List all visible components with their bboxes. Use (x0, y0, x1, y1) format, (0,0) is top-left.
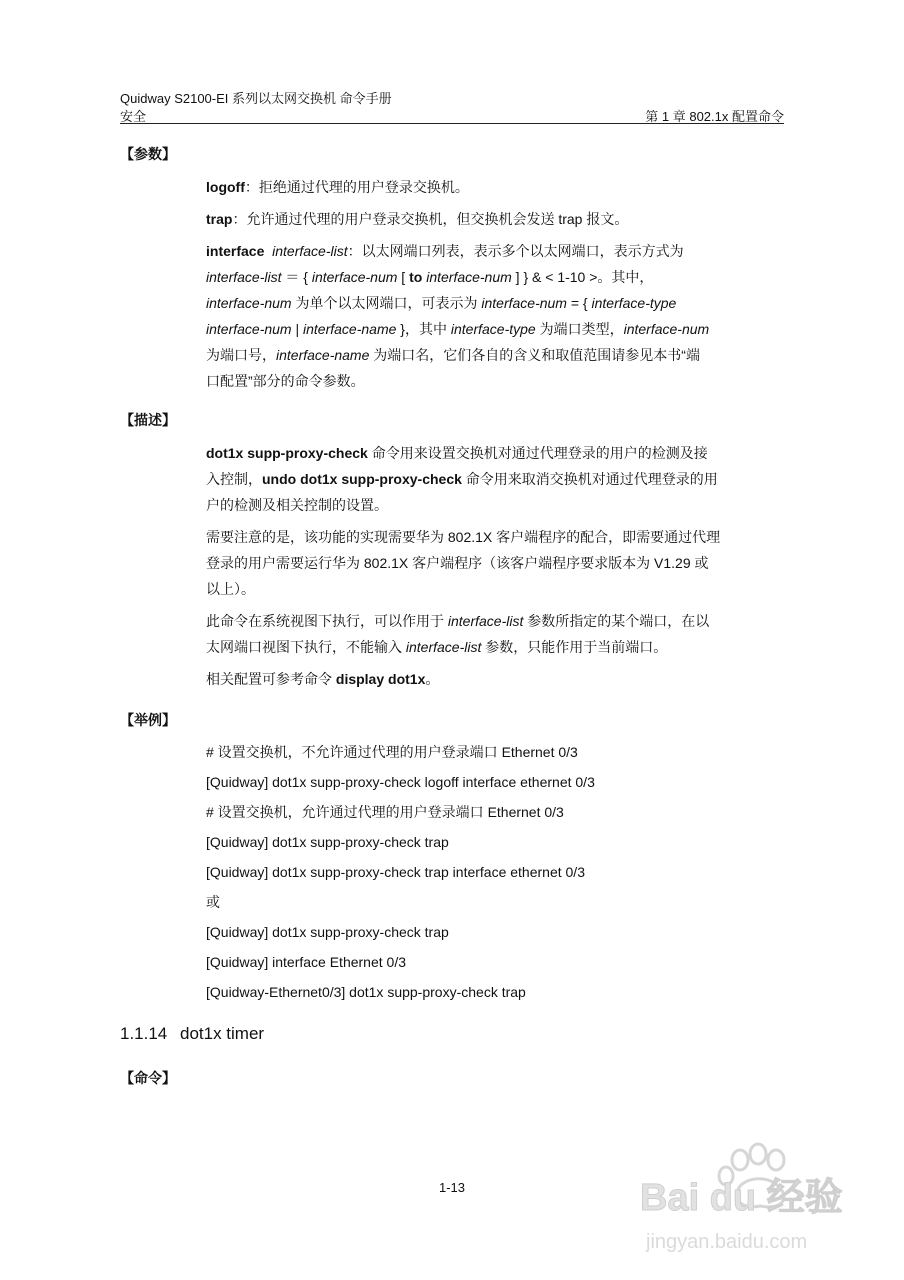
desc-p2-l1: 需要注意的是，该功能的实现需要华为 802.1X 客户端程序的配合，即需要通过代理 (206, 529, 721, 545)
section-command-heading: 【命令】 (120, 1070, 176, 1086)
example-line: [Quidway] interface Ethernet 0/3 (206, 954, 406, 970)
header-chapter-left: 安全 (120, 109, 147, 124)
param-l5-a: 为端口号， (206, 347, 276, 363)
desc-p4-t2: 。 (425, 671, 440, 687)
example-line: # 设置交换机，允许通过代理的用户登录端口 Ethernet 0/3 (206, 804, 564, 820)
desc-p1-t1: 命令用来设置交换机对通过代理登录的用户的检测及接 (367, 445, 708, 461)
param-interface (206, 238, 784, 394)
example-line: [Quidway] dot1x supp-proxy-check trap interface ethernet 0/3 (206, 864, 585, 880)
page-number: 1-13 (438, 1180, 466, 1195)
watermark-url: jingyan.baidu.com (646, 1231, 808, 1253)
desc-para-2 (206, 524, 784, 602)
param-l2-f: interface-num (426, 269, 512, 285)
subsection-title: dot1x timer (180, 1024, 265, 1043)
desc-kw-supp-proxy-check: dot1x supp-proxy-check (206, 445, 368, 461)
param-l5-c: 为端口名，它们各自的含义和取值范围请参见本书“端 (369, 347, 700, 363)
baidu-watermark-logo (640, 1140, 860, 1270)
example-line: 或 (206, 894, 220, 910)
example-line: [Quidway] dot1x supp-proxy-check trap (206, 924, 449, 940)
param-l4-a: interface-num (206, 321, 292, 337)
section-params-heading: 【参数】 (120, 146, 176, 162)
param-l2-d: [ (397, 269, 410, 285)
desc-p3-i1: interface-list (447, 613, 524, 629)
param-l4-g: interface-num (623, 321, 710, 337)
param-trap-text: ：允许通过代理的用户登录交换机，但交换机会发送 trap 报文。 (232, 211, 629, 227)
param-l2-b: ＝ { (281, 269, 312, 285)
header-title: Quidway S2100-EI 系列以太网交换机 命令手册 (120, 91, 392, 106)
params-body (206, 174, 784, 394)
desc-body (206, 440, 784, 692)
desc-p3-i2: interface-list (405, 639, 482, 655)
param-l4-e: interface-type (450, 321, 536, 337)
header-chapter-right: 第 1 章 802.1x 配置命令 (645, 109, 784, 124)
param-interface-text1: ：以太网端口列表，表示多个以太网端口，表示方式为 (347, 243, 684, 259)
desc-p3-t3: 太网端口视图下执行，不能输入 (206, 639, 406, 655)
watermark-brand: Bai du 经验 (640, 1177, 843, 1219)
param-l6: 口配置”部分的命令参数。 (206, 373, 365, 389)
param-interface-keyword: interface (206, 243, 265, 259)
param-logoff-keyword: logoff (206, 179, 245, 195)
desc-p3-t1: 此命令在系统视图下执行，可以作用于 (206, 613, 448, 629)
param-l2-c: interface-num (311, 269, 398, 285)
param-trap-keyword: trap (206, 211, 233, 227)
param-l3-b: 为单个以太网端口，可表示为 (291, 295, 482, 311)
section-example-heading: 【举例】 (120, 712, 176, 728)
section-desc-heading: 【描述】 (120, 412, 176, 428)
desc-para-4 (206, 666, 784, 692)
desc-p2-l2: 登录的用户需要运行华为 802.1X 客户端程序（该客户端程序要求版本为 V1.29 或 (206, 555, 709, 571)
param-l5-b: interface-name (276, 347, 370, 363)
desc-p4-t1: 相关配置可参考命令 (206, 671, 336, 687)
param-l2-to: to (409, 269, 423, 285)
param-l3-a: interface-num (206, 295, 292, 311)
param-l3-c: interface-num (481, 295, 567, 311)
param-logoff-text: ：拒绝通过代理的用户登录交换机。 (244, 179, 469, 195)
desc-p1-t4: 户的检测及相关控制的设置。 (206, 497, 388, 513)
desc-para-1 (206, 440, 784, 518)
param-interface-list: interface-list (272, 243, 348, 259)
desc-kw-display-dot1x: display dot1x (335, 671, 426, 687)
param-l4-b: | (291, 321, 304, 337)
header-divider (120, 123, 784, 124)
example-line: [Quidway] dot1x supp-proxy-check logoff interface ethernet 0/3 (206, 774, 595, 790)
desc-p1-t2: 入控制， (206, 471, 262, 487)
param-l4-c: interface-name (303, 321, 397, 337)
desc-p2-l3: 以上）。 (206, 581, 255, 597)
param-l3-e: interface-type (591, 295, 677, 311)
param-trap (206, 206, 784, 232)
param-l2-g: ] } & < 1-10 >。其中， (511, 269, 654, 285)
example-line: [Quidway-Ethernet0/3] dot1x supp-proxy-check trap (206, 984, 526, 1000)
param-l4-d: }，其中 (396, 321, 451, 337)
desc-kw-undo: undo dot1x supp-proxy-check (262, 471, 462, 487)
subsection-heading (120, 1024, 264, 1044)
param-logoff (206, 174, 784, 200)
desc-p3-t4: 参数，只能作用于当前端口。 (481, 639, 668, 655)
param-l3-d: = { (566, 295, 592, 311)
example-body (206, 737, 784, 1007)
subsection-number: 1.1.14 (120, 1024, 168, 1043)
param-l2-a: interface-list (206, 269, 282, 285)
param-l4-f: 为端口类型， (535, 321, 624, 337)
desc-p1-t3: 命令用来取消交换机对通过代理登录的用 (461, 471, 718, 487)
example-line: [Quidway] dot1x supp-proxy-check trap (206, 834, 449, 850)
desc-p3-t2: 参数所指定的某个端口，在以 (523, 613, 710, 629)
desc-para-3 (206, 608, 784, 660)
example-line: # 设置交换机，不允许通过代理的用户登录端口 Ethernet 0/3 (206, 744, 578, 760)
